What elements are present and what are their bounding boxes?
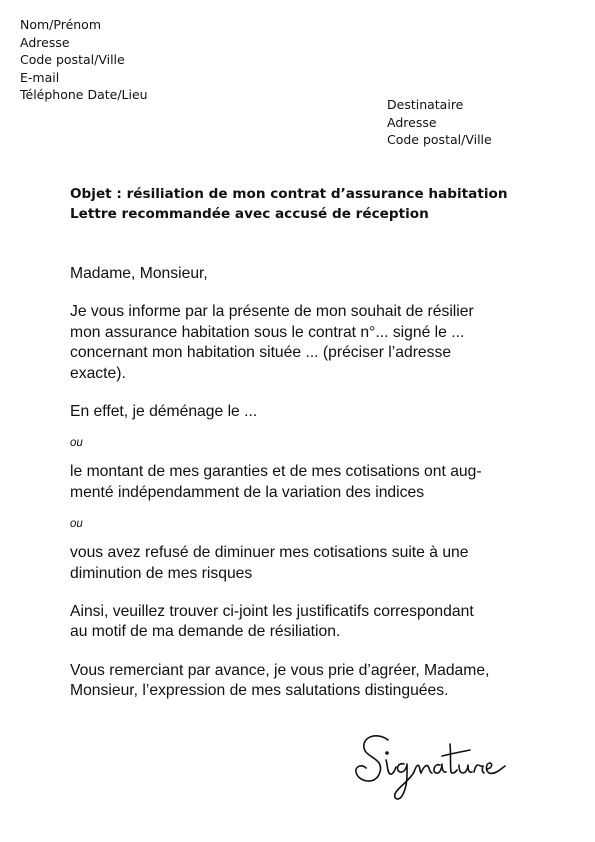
sender-name: Nom/Prénom	[20, 17, 102, 32]
subject-line: Objet : résiliation de mon contrat d’assurance habitation	[70, 186, 508, 202]
text-line: au motif de ma demande de résiliation.	[70, 623, 341, 641]
text-line: diminution de mes risques	[70, 564, 253, 582]
sender-address: Adresse	[20, 34, 70, 50]
paragraph-closing	[70, 661, 520, 702]
recipient-block	[387, 96, 492, 149]
paragraph-moving: En effet, je déménage le ...	[70, 403, 258, 421]
letter-body	[70, 264, 520, 702]
signature	[350, 722, 515, 812]
paragraph-price-increase	[70, 462, 520, 503]
registered-mail-line: Lettre recommandée avec accusé de réception	[70, 206, 429, 222]
or-separator: ou	[70, 437, 83, 450]
text-line: concernant mon habitation située ... (préciser l’adresse	[70, 344, 452, 362]
sender-email: E-mail	[20, 69, 60, 85]
text-line: menté indépendamment de la variation des indices	[70, 483, 425, 501]
text-line: Ainsi, veuillez trouver ci-joint les justificatifs correspondant	[70, 603, 474, 621]
sender-phone-date-place: Téléphone Date/Lieu	[20, 87, 148, 103]
text-line: exacte).	[70, 364, 126, 382]
sender-block	[20, 16, 148, 104]
salutation: Madame, Monsieur,	[70, 265, 208, 282]
recipient-address: Adresse	[387, 114, 437, 130]
recipient-name: Destinataire	[387, 97, 464, 112]
text-line: Vous remerciant par avance, je vous prie d’agréer, Madame,	[70, 661, 490, 679]
paragraph-risk-reduction	[70, 543, 520, 584]
subject-block	[70, 184, 508, 224]
text-line: vous avez refusé de diminuer mes cotisations suite à une	[70, 544, 469, 562]
text-line: mon assurance habitation sous le contrat n°... signé le ...	[70, 323, 465, 341]
text-line: Je vous informe par la présente de mon souhait de résilier	[70, 303, 474, 321]
text-line: le montant de mes garanties et de mes cotisations ont aug-	[70, 463, 482, 481]
text-line: Monsieur, l’expression de mes salutations distinguées.	[70, 682, 449, 700]
paragraph-attachments	[70, 602, 520, 643]
paragraph-termination-request	[70, 302, 520, 384]
sender-postal-city: Code postal/Ville	[20, 52, 125, 68]
or-separator: ou	[70, 518, 83, 531]
recipient-postal-city: Code postal/Ville	[387, 132, 492, 148]
